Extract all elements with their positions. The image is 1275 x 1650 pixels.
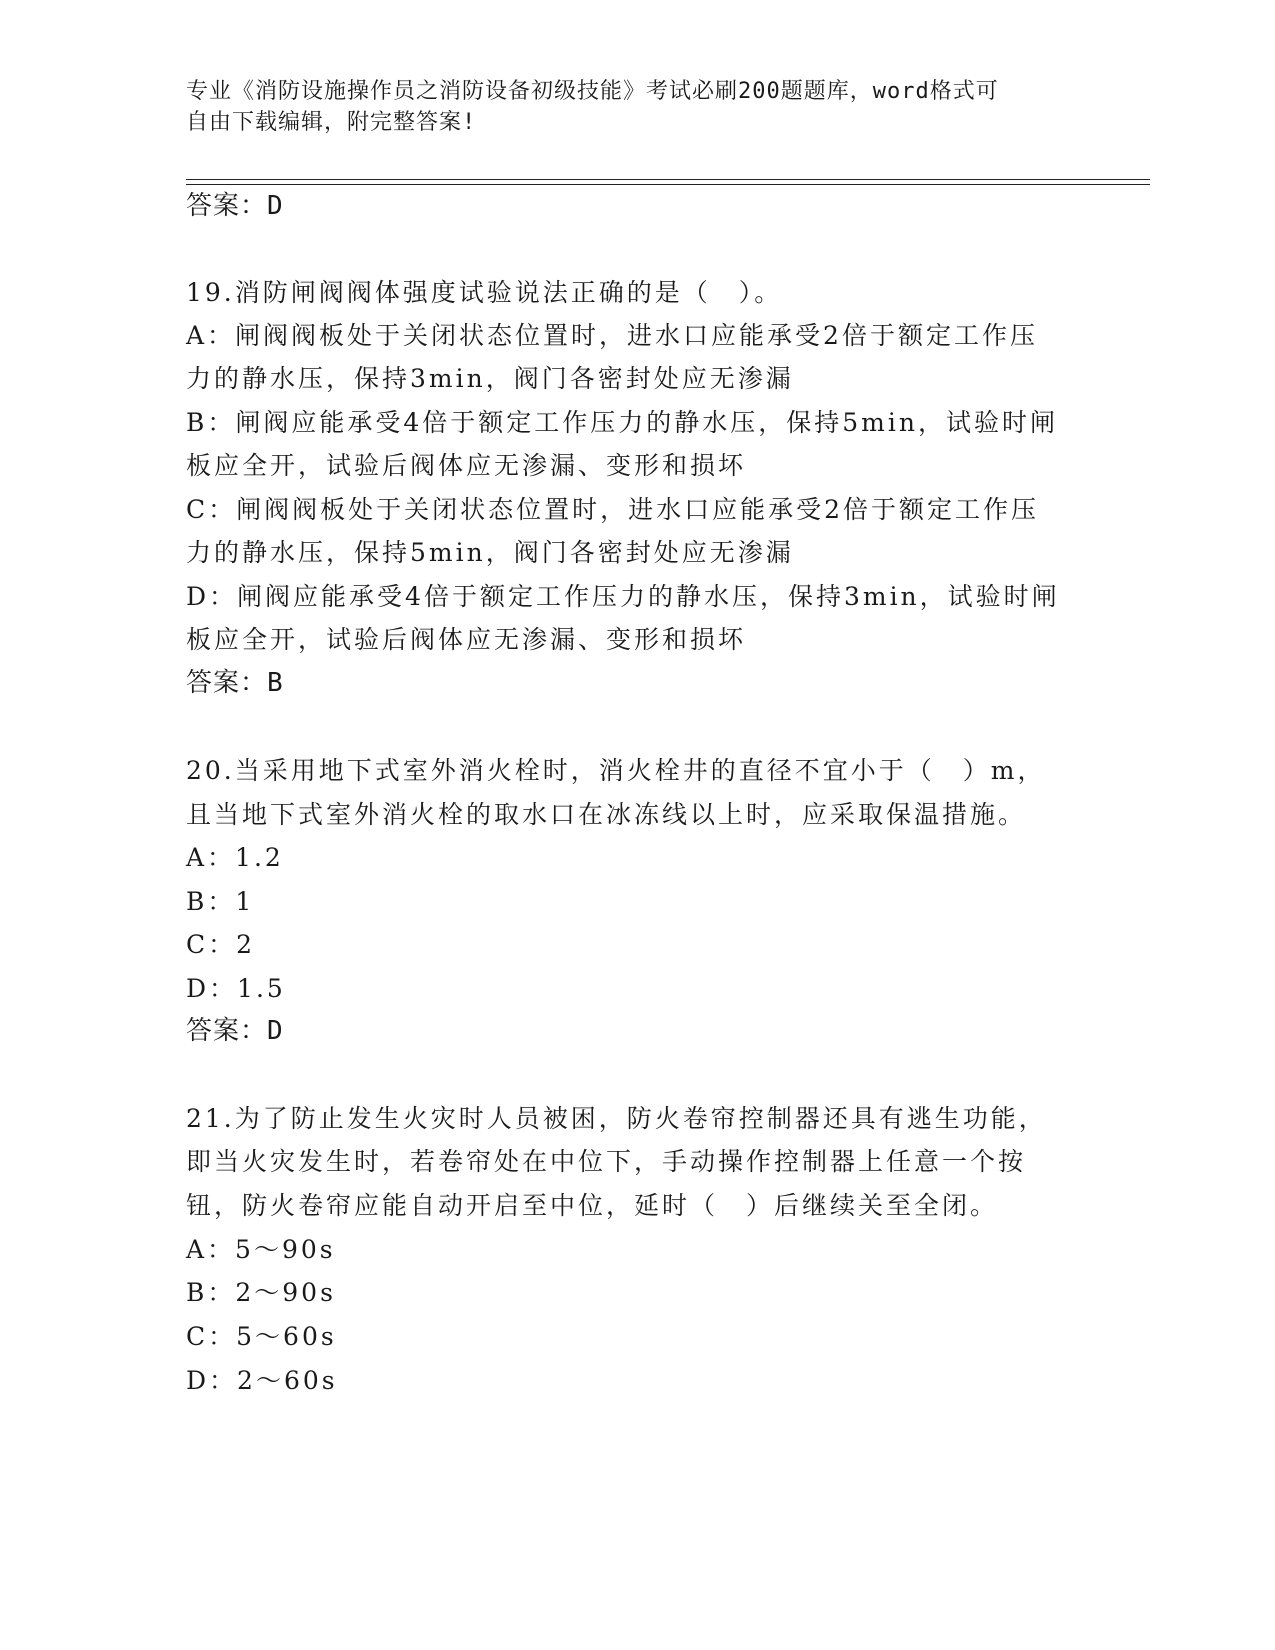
header-line-1: 专业《消防设施操作员之消防设备初级技能》考试必刷200题题库，word格式可 — [186, 79, 999, 104]
option-b: B：2～90s — [186, 1278, 336, 1307]
option-c-line-2: 力的静水压，保持5min，阀门各密封处应无渗漏 — [186, 538, 794, 567]
document-header — [186, 76, 1066, 138]
option-d-line-2: 板应全开，试验后阀体应无渗漏、变形和损坏 — [186, 625, 747, 654]
question-stem-line-3: 钮，防火卷帘应能自动开启至中位，延时（ ）后继续关至全闭。 — [186, 1191, 999, 1220]
option-c: C：5～60s — [186, 1322, 337, 1351]
header-rule-top — [186, 179, 1150, 180]
question-stem: 19.消防闸阀阀体强度试验说法正确的是（ ）。 — [186, 278, 783, 307]
option-d: D：1.5 — [186, 974, 286, 1003]
header-rule-bottom — [186, 184, 1150, 185]
question-stem-line-2: 且当地下式室外消火栓的取水口在冰冻线以上时，应采取保温措施。 — [186, 800, 1027, 829]
option-b-line-1: B：闸阀应能承受4倍于额定工作压力的静水压，保持5min，试验时闸 — [186, 408, 1058, 437]
option-d-line-1: D：闸阀应能承受4倍于额定工作压力的静水压，保持3min，试验时闸 — [186, 582, 1060, 611]
question-stem-line-1: 21.为了防止发生火灾时人员被困，防火卷帘控制器还具有逃生功能， — [186, 1104, 1047, 1133]
option-a-line-1: A：闸阀阀板处于关闭状态位置时，进水口应能承受2倍于额定工作压 — [186, 321, 1038, 350]
option-c: C：2 — [186, 930, 256, 959]
option-a: A：1.2 — [186, 843, 284, 872]
question-stem-line-2: 即当火灾发生时，若卷帘处在中位下，手动操作控制器上任意一个按 — [186, 1147, 1027, 1176]
previous-answer: 答案：D — [186, 191, 284, 221]
question-stem-line-1: 20.当采用地下式室外消火栓时，消火栓井的直径不宜小于（ ）m， — [186, 756, 1046, 785]
answer: 答案：D — [186, 1016, 284, 1046]
header-line-2: 自由下载编辑，附完整答案! — [186, 110, 477, 135]
option-c-line-1: C：闸阀阀板处于关闭状态位置时，进水口应能承受2倍于额定工作压 — [186, 495, 1040, 524]
option-a-line-2: 力的静水压，保持3min，阀门各密封处应无渗漏 — [186, 364, 794, 393]
option-b-line-2: 板应全开，试验后阀体应无渗漏、变形和损坏 — [186, 451, 747, 480]
answer: 答案：B — [186, 668, 284, 698]
option-b: B：1 — [186, 887, 255, 916]
option-a: A：5～90s — [186, 1235, 336, 1264]
option-d: D：2～60s — [186, 1366, 338, 1395]
